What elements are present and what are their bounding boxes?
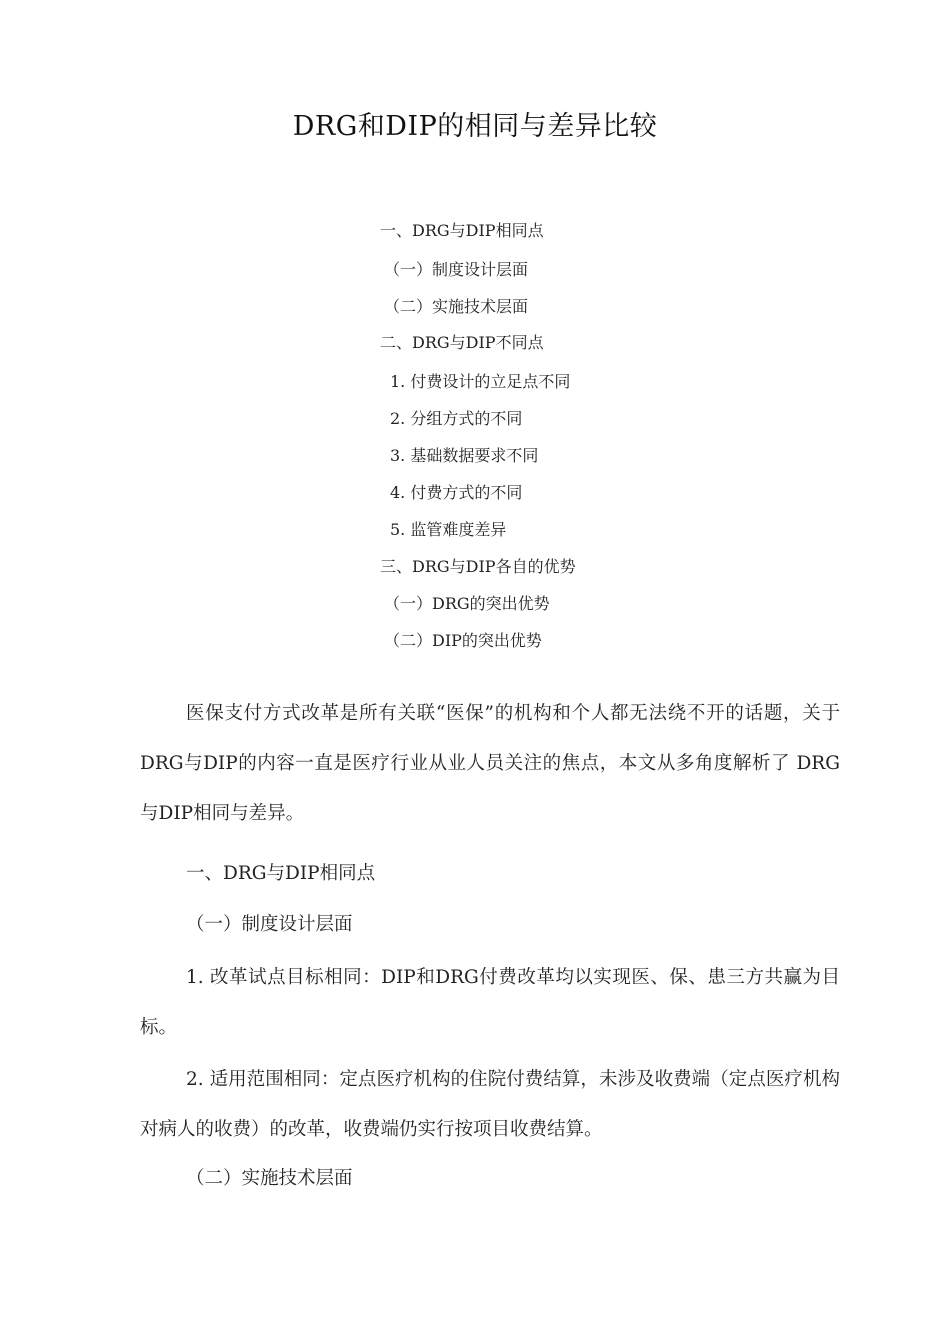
document-title: DRG和DIP的相同与差异比较: [292, 111, 658, 142]
toc-item: 5. 监管难度差异: [390, 520, 507, 539]
intro-paragraph: 医保支付方式改革是所有关联“医保”的机构和个人都无法绕不开的话题，关于DRG与DIP的内容一直是医疗行业从业人员关注的焦点，本文从多角度解析了 DRG与DIP相同与差异。: [140, 703, 840, 824]
toc-item: 三、DRG与DIP各自的优势: [380, 557, 576, 576]
body-paragraph: 2. 适用范围相同：定点医疗机构的住院付费结算，未涉及收费端（定点医疗机构对病人的收费）的改革，收费端仍实行按项目收费结算。: [140, 1069, 840, 1140]
toc-item: 4. 付费方式的不同: [390, 483, 523, 502]
subsection-heading: （一）制度设计层面: [186, 914, 353, 935]
subsection-heading: （二）实施技术层面: [186, 1168, 353, 1189]
toc-item: 3. 基础数据要求不同: [390, 446, 539, 465]
toc-item: （一）制度设计层面: [384, 260, 529, 279]
toc-item: 二、DRG与DIP不同点: [380, 333, 544, 352]
toc-item: 2. 分组方式的不同: [390, 409, 523, 428]
toc-item: （二）实施技术层面: [384, 297, 529, 316]
section-heading: 一、DRG与DIP相同点: [186, 863, 376, 884]
toc-item: （一）DRG的突出优势: [384, 594, 550, 613]
toc-item: （二）DIP的突出优势: [384, 631, 542, 650]
toc-item: 1. 付费设计的立足点不同: [390, 372, 571, 391]
body-paragraph: 1. 改革试点目标相同：DIP和DRG付费改革均以实现医、保、患三方共赢为目标。: [140, 967, 840, 1038]
toc-item: 一、DRG与DIP相同点: [380, 221, 544, 240]
